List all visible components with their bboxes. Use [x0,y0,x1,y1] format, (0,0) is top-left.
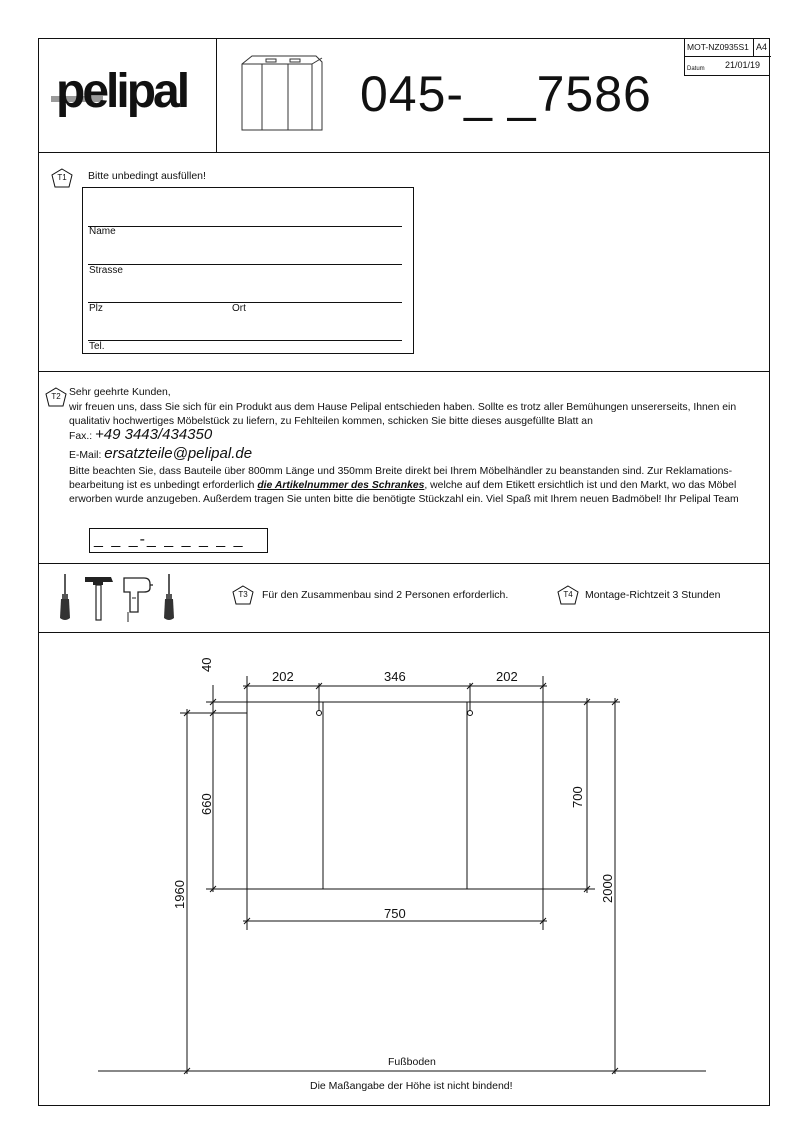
assembly-time-note: Montage-Richtzeit 3 Stunden [585,589,721,601]
article-number: 045-_ _7586 [360,66,652,122]
email-label: E-Mail: [69,450,102,461]
phone-label: Tel. [89,341,105,352]
article-number-emphasis: die Artikelnummer des Schrankes [257,480,425,491]
letter-text-part: , welche auf dem Etikett ersichtlich ist und den Markt, wo das Möbel [424,480,737,491]
dimension-label: 700 [570,786,585,808]
letter-greeting: Sehr geehrte Kunden, [69,387,171,398]
assembly-persons-note: Für den Zusammenbau sind 2 Personen erforderlich. [262,589,509,601]
dimension-label: 750 [384,906,406,921]
article-entry-placeholder: _ _ _-_ _ _ _ _ _ [94,531,245,548]
dimension-label: 202 [272,669,294,684]
tag-label: T2 [51,392,61,401]
floor-label: Fußboden [388,1056,436,1068]
dimension-label: 1960 [172,880,187,909]
email-address[interactable]: ersatzteile@pelipal.de [104,445,253,462]
tag-label: T1 [57,173,67,182]
name-label: Name [89,226,116,237]
letter-text-part: bearbeitung ist es unbedingt erforderlich [69,480,258,491]
paper-size: A4 [756,42,768,52]
tag-label: T4 [563,590,573,599]
fax-number: +49 3443/434350 [95,426,213,443]
date-label: Datum [687,66,705,72]
city-label: Ort [232,303,246,314]
doc-code: MOT-NZ0935S1 [687,42,749,52]
dimension-label: 40 [199,657,214,672]
brand-name: pelipal [56,65,188,118]
hinge-icon [468,711,473,716]
fax-label: Fax.: [69,431,93,442]
letter-text: Bitte beachten Sie, dass Bauteile über 800mm Länge und 350mm Breite direkt bei Ihrem Möbelhändler zu beanstanden sind. Zur Reklamations- [69,466,733,477]
dimension-label: 202 [496,669,518,684]
dimension-label: 2000 [600,874,615,903]
date-value: 21/01/19 [725,60,761,70]
letter-text: erworben wurde anzugeben. Außerdem tragen Sie unten bitte die benötigte Stückzahl ein. Viel Spaß mit Ihrem neuen Badmöbel! Ihr Pelipal Team [69,494,739,505]
letter-text: qualitativ hochwertiges Möbelstück zu liefern, zu Fehlteilen kommen, schicken Sie bitte dieses ausgefüllte Blatt an [69,416,593,427]
hinge-icon [317,711,322,716]
zip-label: Plz [89,303,103,314]
tag-label: T3 [238,590,248,599]
letter-text: wir freuen uns, dass Sie sich für ein Produkt aus dem Hause Pelipal entschieden haben. Sollte es trotz aller Bemühungen unsererseits, Ihnen ein [69,402,737,413]
cabinet-outline [247,702,543,889]
form-instruction: Bitte unbedingt ausfüllen! [88,170,206,182]
height-disclaimer: Die Maßangabe der Höhe ist nicht bindend! [310,1080,513,1092]
dimension-label: 660 [199,793,214,815]
dimension-label: 346 [384,669,406,684]
street-label: Strasse [89,265,123,276]
